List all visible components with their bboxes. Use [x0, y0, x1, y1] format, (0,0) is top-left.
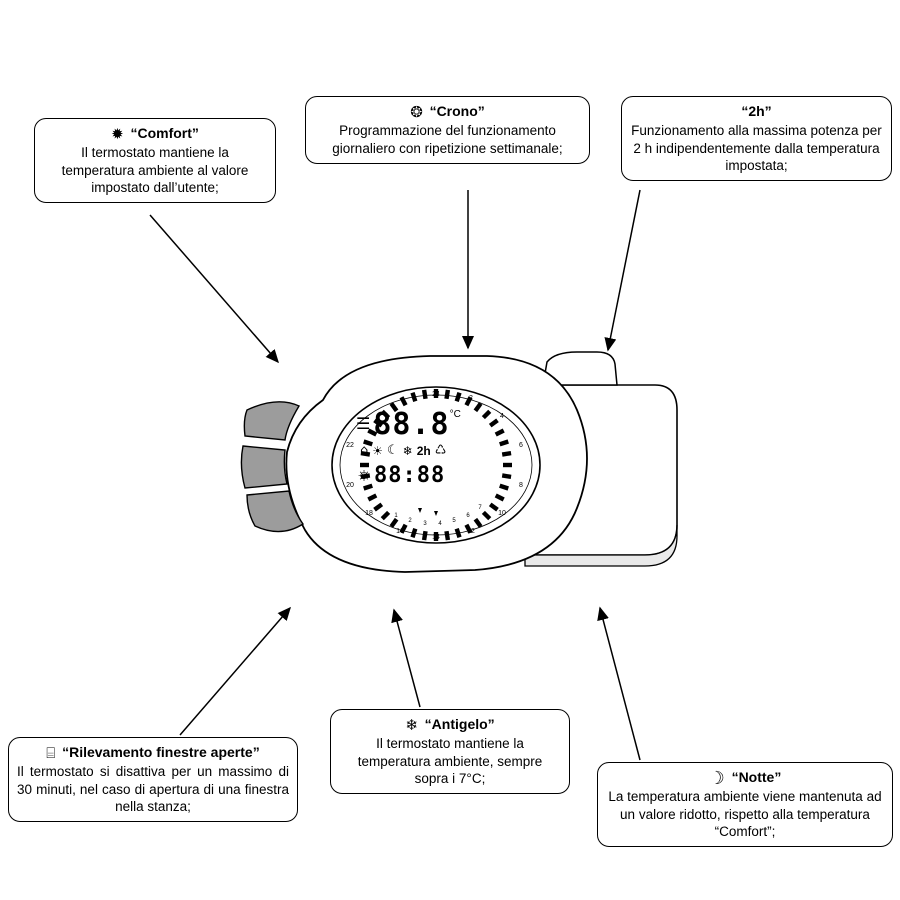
- svg-text:1: 1: [394, 513, 398, 519]
- svg-text:10: 10: [498, 510, 506, 517]
- sun-icon: ✹: [111, 125, 124, 143]
- open-window-icon: ⌸: [46, 744, 56, 762]
- callout-crono-title: “Crono”: [429, 103, 485, 120]
- callout-antigelo-body: Il termostato mantiene la temperatura ambiente, sempre sopra i 7°C;: [357, 736, 543, 786]
- callout-finestre-body: Il termostato si disattiva per un massimo di 30 minuti, nel caso di apertura di una finestra nella stanza;: [17, 764, 289, 814]
- clock-value: 88:88: [374, 462, 446, 488]
- svg-text:4: 4: [500, 413, 504, 420]
- arrow-finestre: [180, 608, 290, 735]
- callout-antigelo: [330, 709, 570, 794]
- snowflake-icon: ❄: [402, 443, 413, 458]
- svg-text:8: 8: [519, 482, 523, 489]
- svg-text:22: 22: [346, 442, 354, 449]
- callout-2h-title: “2h”: [741, 103, 772, 120]
- heat-waves-icon: ☰: [356, 414, 371, 433]
- svg-text:5: 5: [452, 518, 456, 524]
- callout-finestre: [8, 737, 298, 822]
- dial-button-middle[interactable]: [241, 446, 287, 488]
- callout-comfort-title: “Comfort”: [130, 125, 199, 142]
- svg-text:20: 20: [346, 482, 354, 489]
- callout-crono-title-row: [314, 103, 581, 121]
- temperature-row: [356, 407, 518, 441]
- callout-crono-body: Programmazione del funzionamento giornaliero con ripetizione settimanale;: [332, 123, 563, 156]
- temperature-value: 88.8: [373, 406, 450, 442]
- svg-text:6: 6: [466, 513, 470, 519]
- svg-text:7: 7: [478, 505, 482, 511]
- svg-text:12: 12: [467, 528, 475, 535]
- svg-text:2: 2: [469, 395, 473, 402]
- callout-antigelo-title-row: [339, 716, 561, 734]
- moon-icon: ☾: [387, 443, 399, 458]
- home-icon: ⌂: [360, 443, 369, 458]
- callout-2h-body: Funzionamento alla massima potenza per 2 h indipendentemente dalla temperatura impostata;: [631, 123, 882, 173]
- clock-row: [358, 461, 518, 489]
- arrow-2h: [608, 190, 640, 350]
- callout-2h: [621, 96, 892, 181]
- callout-notte-body: La temperatura ambiente viene mantenuta ad un valore ridotto, rispetto alla temperatura “Comfort”;: [608, 789, 882, 839]
- arrow-antigelo: [394, 610, 420, 707]
- svg-text:4: 4: [438, 521, 442, 527]
- callout-notte-title: “Notte”: [731, 769, 782, 786]
- callout-2h-title-row: [630, 103, 883, 121]
- clock-icon: ❂: [410, 103, 423, 121]
- svg-text:3: 3: [423, 521, 427, 527]
- callout-finestre-title-row: [17, 744, 289, 762]
- callout-notte: [597, 762, 893, 847]
- snowflake-icon: ❄: [405, 716, 418, 734]
- dial-button-top[interactable]: [244, 402, 299, 440]
- arrow-notte: [600, 608, 640, 760]
- open-window-icon: ⎈: [358, 465, 371, 484]
- sun-icon: ☀: [372, 443, 384, 458]
- lcd-display: [330, 385, 542, 545]
- svg-text:18: 18: [365, 510, 373, 517]
- mode-2h-label: 2h: [416, 443, 431, 458]
- callout-notte-title-row: [606, 769, 884, 787]
- svg-text:2: 2: [408, 518, 412, 524]
- svg-text:14: 14: [432, 534, 440, 541]
- svg-text:6: 6: [519, 442, 523, 449]
- svg-text:16: 16: [396, 528, 404, 535]
- callout-comfort-body: Il termostato mantiene la temperatura ambiente al valore impostato dall’utente;: [61, 145, 249, 195]
- callout-comfort: [34, 118, 276, 203]
- callout-crono: [305, 96, 590, 164]
- svg-text:24: 24: [432, 391, 440, 398]
- thermostat-device: [225, 340, 685, 605]
- mode-icon-row: [360, 443, 516, 458]
- callout-antigelo-title: “Antigelo”: [424, 716, 495, 733]
- callout-comfort-title-row: [43, 125, 267, 143]
- clock-icon: ♺: [434, 443, 447, 458]
- callout-finestre-title: “Rilevamento finestre aperte”: [62, 744, 260, 761]
- temperature-unit: °C: [449, 409, 461, 420]
- moon-icon: ☽: [708, 768, 725, 789]
